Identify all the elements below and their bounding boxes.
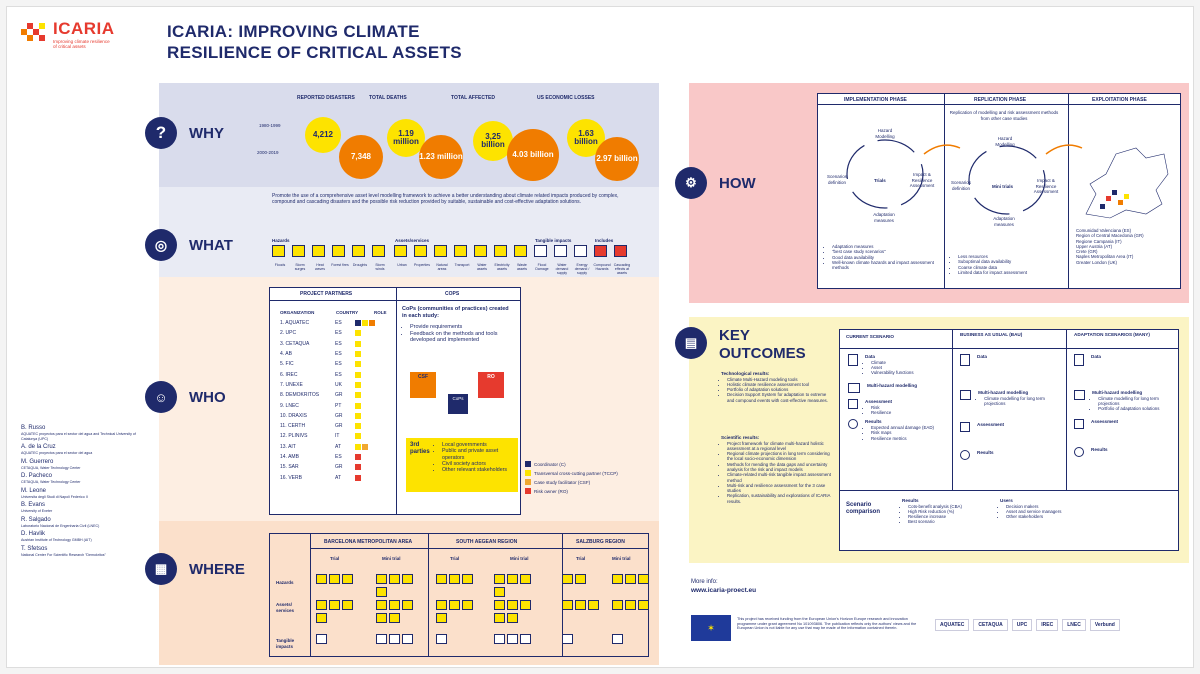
location-icon <box>449 600 460 610</box>
magnifier-icon <box>960 450 970 460</box>
partner-row: 15. SAR GR <box>280 462 394 472</box>
location-icon <box>316 634 327 644</box>
bar-chart-icon <box>848 383 860 393</box>
flood-icon: Floods <box>271 245 289 271</box>
cops-title: COPS <box>445 291 460 297</box>
location-icon <box>638 600 649 610</box>
cycle-arrows-2 <box>962 140 1052 220</box>
author-name: R. Salgado <box>21 516 51 523</box>
partner-row: 2. UPC ES <box>280 328 394 338</box>
author-entry <box>21 488 139 500</box>
partner-row: 12. PLINIVS IT <box>280 431 394 441</box>
third-parties-list: • Local governments • Public and private asset operators • Civil society actors • Other relevant stakeholders <box>442 442 518 473</box>
location-icon <box>575 574 586 584</box>
sci-results: Scientific results: • Project framework for climate multi-hazard holistic assessment at a regional level • Regional climate projections in long term considering the local socio-economic dimension • Methods for mending the data gaps and uncertainty analysis for the risk and impact models • Climate-related multi-risk tangible impact assessment method • Multi-risk and resilience assessment for the 3 case studies • Replication, sustainability and explorations of ICARIA results. <box>721 435 833 504</box>
comparison-results: Results • Cots-benefit analysis (CBA) • High Risk reduction (%) • Resilience increase • Best scenario <box>902 498 1002 525</box>
partner-list <box>280 318 394 483</box>
electricity-assets-icon: Electricity assets <box>493 245 511 271</box>
location-icon <box>562 634 573 644</box>
col-current: CURRENT SCENARIO <box>846 334 894 339</box>
adapt-column: Data Multi-hazard modelling • Climate modelling for long term projections • Portfolio of adaptation solutions Assessment Results <box>1074 354 1174 457</box>
how-diagram <box>817 93 1181 289</box>
author-affiliation: Laboratorio Nacional de Engenharia Civil (LNEC) <box>21 523 100 528</box>
author-name: B. Russo <box>21 425 46 431</box>
location-icon <box>638 574 649 584</box>
cycle-scen-1: Scenarios definition <box>826 174 847 185</box>
cops-items <box>410 324 516 344</box>
author-affiliation: CETAQUA, Water Technology Center <box>21 480 81 484</box>
current-column: Data • Climate • Asset • Vulnerability functions Multi-hazard modelling Assessment • Risk • Resilience Results • Expected annual damage (EAD) • Risk maps • Resilience metrics <box>848 354 948 441</box>
title-line-2: RESILIENCE OF CRITICAL ASSETS <box>167 43 462 62</box>
location-icon <box>376 634 387 644</box>
where-label: WHERE <box>189 561 245 578</box>
asset-icons <box>393 245 533 271</box>
affected-1980: 3,25 billion <box>473 121 513 161</box>
author-entry <box>21 425 139 441</box>
eu-disclaimer: This project has received funding from the European Union's Horizon Europe research and innovation programme under grant agreement No 101093806. The publication reflects only the authors' views and the European Union is not liable for any use that may be made of the information contained therein. <box>737 617 917 631</box>
how-label: HOW <box>719 175 756 192</box>
author-name: M. Guerrero <box>21 458 54 465</box>
replication-note: Replication of modelling and risk assessment methods from other case studies <box>949 110 1059 121</box>
legend-swatch <box>525 488 531 494</box>
col-adapt: ADAPTATION SCENARIOS (MANY) <box>1074 332 1150 337</box>
author-affiliation: CETAQUA, Water Technology Center <box>21 465 81 470</box>
what-group-impacts: Tangible impacts <box>535 238 572 243</box>
water-demand-icon: Water demand supply <box>553 245 571 275</box>
location-icon <box>389 574 400 584</box>
what-group-includes: Includes <box>595 238 614 243</box>
partner-row: 10. DRAXIS GR <box>280 411 394 421</box>
role-marker <box>355 392 361 398</box>
europe-map-icon <box>1076 134 1176 224</box>
col-country: COUNTRY <box>336 310 359 315</box>
row-assets: Assets/ services <box>276 602 295 613</box>
mini-trial-1: Mini trial <box>382 556 401 561</box>
location-icon <box>575 600 586 610</box>
partner-logos <box>935 619 1191 631</box>
author-affiliation: AQUATEC proyectos para el sector del agua and Technical University of Catalunya (UPC) <box>21 432 136 441</box>
phase-replication: REPLICATION PHASE <box>974 97 1027 103</box>
location-icon <box>494 574 505 584</box>
partner-logo: AQUATEC <box>935 619 969 631</box>
hazard-icons <box>271 245 391 271</box>
partner-logo: IREC <box>1036 619 1058 631</box>
deaths-2000: 1.23 million <box>419 135 463 179</box>
author-entry <box>21 531 139 543</box>
partner-logo: LNEC <box>1062 619 1086 631</box>
partner-row: 8. DEMOKRITOS GR <box>280 390 394 400</box>
col-role: ROLE <box>374 310 387 315</box>
location-icon <box>402 574 413 584</box>
cycle-hazard-1: Hazard Modelling <box>875 128 895 139</box>
role-marker <box>355 320 361 326</box>
drought-icon: Droughts <box>351 245 369 271</box>
cycle-adapt-2: Adaptation measures <box>993 216 1015 227</box>
location-icon <box>436 613 447 623</box>
region-salzburg: SALZBURG REGION <box>576 539 625 545</box>
location-icon <box>612 574 623 584</box>
impact-icons <box>533 245 633 275</box>
location-icon <box>389 613 400 623</box>
partner-logo: UPC <box>1012 619 1033 631</box>
check-icon <box>848 399 858 409</box>
role-marker <box>355 330 361 336</box>
storm-surge-icon: Storm surges <box>291 245 309 271</box>
question-icon: ? <box>145 117 177 149</box>
what-group-hazards: Hazards <box>272 238 290 243</box>
title-line-1: ICARIA: IMPROVING CLIMATE <box>167 22 420 41</box>
more-info-label: More info: <box>691 579 718 585</box>
magnifier-icon <box>848 419 858 429</box>
losses-2000: 2.97 billion <box>595 137 639 181</box>
location-icon <box>402 600 413 610</box>
disasters-2000: 7,348 <box>339 135 383 179</box>
role-legend <box>525 461 618 497</box>
location-icon <box>436 600 447 610</box>
author-entry <box>21 546 139 558</box>
role-marker <box>355 433 361 439</box>
author-name: T. Sfetsos <box>21 545 48 552</box>
location-icon <box>329 600 340 610</box>
cops-item: • Provide requirements <box>410 324 516 331</box>
role-marker <box>355 403 361 409</box>
why-header-affected: TOTAL AFFECTED <box>451 95 495 101</box>
role-marker <box>355 382 361 388</box>
exploitation-list: Comunidad Valenciana (ES) Region of Central Macedonia (GR) Regione Campania (IT) Upper Austria (AT) Crete (GR) Naples Metropolitan Area (IT) Greater London (UK) <box>1076 228 1144 265</box>
partner-row: 11. CERTH GR <box>280 421 394 431</box>
logo-tagline-1: Improving climate resilience <box>53 39 110 44</box>
data-doc-icon <box>1074 354 1084 366</box>
author-name: M. Leone <box>21 487 47 494</box>
author-name: A. de la Cruz <box>21 444 56 450</box>
natural-areas-icon: Natural areas <box>433 245 451 271</box>
phase-implementation: IMPLEMENTATION PHASE <box>844 97 907 103</box>
target-icon: ◎ <box>145 229 177 261</box>
location-icon <box>520 634 531 644</box>
role-marker <box>355 444 361 450</box>
icaria-logo <box>21 19 115 49</box>
disasters-1980: 4,212 <box>305 117 341 153</box>
cycle-adapt-1: Adaptation measures <box>873 212 895 223</box>
col-bau: BUSINESS AS USUAL (BAU) <box>960 332 1023 337</box>
scenario-comparison: Scenario comparison <box>846 502 881 515</box>
author-affiliation: Austrian Institute of Technology GMBH (AIT) <box>21 538 92 542</box>
what-group-assets: Assets/services <box>395 238 430 243</box>
third-parties-label: 3rd parties <box>410 442 430 455</box>
legend-swatch <box>525 461 531 467</box>
why-period-2: 2000-2019 <box>257 150 279 155</box>
partners-table <box>269 287 521 515</box>
location-icon <box>436 574 447 584</box>
mini-trial-2: Mini trial <box>510 556 529 561</box>
partner-row: 6. IREC ES <box>280 369 394 379</box>
forest-fire-icon: Forest fires <box>331 245 349 271</box>
role-marker <box>355 475 361 481</box>
location-icon <box>376 587 387 597</box>
location-icon <box>562 600 573 610</box>
location-icon <box>612 634 623 644</box>
heat-wave-icon: Heat waves <box>311 245 329 271</box>
cycle-hazard-2: Hazard Modelling <box>995 136 1015 147</box>
location-icon <box>376 600 387 610</box>
logo-mark-icon <box>21 19 49 47</box>
energy-demand-icon: Energy demand / supply <box>573 245 591 275</box>
role-marker <box>355 464 361 470</box>
location-icon <box>342 600 353 610</box>
legend-swatch <box>525 470 531 476</box>
where-table <box>269 533 649 657</box>
author-entry <box>21 473 139 485</box>
location-icon <box>436 634 447 644</box>
location-icon <box>625 574 636 584</box>
role-marker <box>362 320 368 326</box>
location-icon <box>507 600 518 610</box>
poster <box>6 6 1194 668</box>
location-icon <box>520 574 531 584</box>
legend-item: Risk owner (RO) <box>525 488 618 494</box>
author-entry <box>21 444 139 456</box>
location-icon <box>316 613 327 623</box>
author-affiliation: Universita degli Studi di Napoli Federico II <box>21 494 88 499</box>
what-label: WHAT <box>189 237 233 254</box>
trial-2: Trial <box>450 556 460 561</box>
bar-chart-icon <box>960 390 971 400</box>
location-icon <box>520 600 531 610</box>
region-barcelona: BARCELONA METROPOLITAN AREA <box>324 539 413 545</box>
author-affiliation: National Center For Scientific Research "Demokritos" <box>21 552 106 557</box>
phase-exploitation: EXPLOITATION PHASE <box>1092 97 1147 103</box>
location-icon <box>449 574 460 584</box>
trial-1: Trial <box>330 556 340 561</box>
role-marker <box>369 320 375 326</box>
magnifier-icon <box>1074 447 1084 457</box>
trials-label: Trials <box>874 178 886 183</box>
location-icon <box>389 634 400 644</box>
who-label: WHO <box>189 389 226 406</box>
author-entry <box>21 502 139 514</box>
document-icon: ▤ <box>675 327 707 359</box>
people-icon: ☺ <box>145 381 177 413</box>
location-icon <box>494 613 505 623</box>
location-icon <box>316 574 327 584</box>
author-entry <box>21 517 139 529</box>
role-marker <box>362 444 368 450</box>
cycle-impact-2: Impact & Resilience Assessment <box>1033 178 1059 194</box>
why-label: WHY <box>189 125 224 142</box>
location-icon <box>588 600 599 610</box>
role-marker <box>355 341 361 347</box>
bau-column: Data Multi-hazard modelling • Climate modelling for long term projections Assessment Results <box>960 354 1060 460</box>
waste-assets-icon: Waste assets <box>513 245 531 271</box>
cops-item: • Feedback on the methods and tools developed and implemented <box>410 331 516 344</box>
legend-swatch <box>525 479 531 485</box>
cycle-scen-2: Scenarios definition <box>950 180 971 191</box>
author-affiliation: University of Exeter <box>21 509 53 513</box>
outcomes-label-2: OUTCOMES <box>719 345 806 362</box>
properties-icon: Properties <box>413 245 431 271</box>
location-icon <box>462 574 473 584</box>
repl-bullets: • Less resources • Suboptimal data availability • Coarse climate data • Limited data for impact assessment <box>958 254 1066 275</box>
affected-2000: 4.03 billion <box>507 129 559 181</box>
partner-row: 16. VERB AT <box>280 472 394 482</box>
location-icon <box>389 600 400 610</box>
col-organization: ORGANIZATION <box>280 310 315 315</box>
location-icon <box>507 574 518 584</box>
cops-heading: CoPs (communities of practices) created in each study: <box>402 306 509 319</box>
location-icon <box>494 587 505 597</box>
mini-trials-label: Mini trials <box>992 184 1014 189</box>
why-period-1: 1980-1999 <box>259 123 281 128</box>
phase-arrow-1 <box>922 140 962 156</box>
row-hazards: Hazards <box>276 580 294 585</box>
location-icon <box>376 574 387 584</box>
impl-bullets: • Adaptation measures • "best case study scenarios" • Good data availability • Well-known climate hazards and impact assessment methods <box>832 244 940 270</box>
author-list <box>21 425 139 560</box>
role-marker <box>355 423 361 429</box>
map-icon: ▦ <box>145 553 177 585</box>
legend-item: Coordinator (C) <box>525 461 618 467</box>
partner-row: 14. AMB ES <box>280 452 394 462</box>
role-marker <box>355 372 361 378</box>
cascading-effects-icon: Cascading effects at assets <box>613 245 631 275</box>
storm-wind-icon: Storm winds <box>371 245 389 271</box>
role-marker <box>355 361 361 367</box>
deaths-1980: 1.19 million <box>387 119 425 157</box>
legend-item: Case study facilitator (CSF) <box>525 479 618 485</box>
cops-center: CoPs <box>448 394 468 414</box>
check-icon <box>960 422 970 432</box>
what-text: Promote the use of a comprehensive asset level modelling framework to achieve a better understanding about climate related impacts produced by complex, compound and cascading disasters and the possible risk reduction provided by suitable, sustainable and cost-effective adaptation solutions. <box>272 193 619 205</box>
partner-row: 7. UNEXE UK <box>280 380 394 390</box>
logo-name: ICARIA <box>53 19 115 38</box>
partner-logo: Verbund <box>1090 619 1120 631</box>
author-name: D. Pacheco <box>21 473 53 479</box>
check-icon <box>1074 419 1084 429</box>
location-icon <box>316 600 327 610</box>
legend-item: Transversal cross-cutting partner (TCCP) <box>525 470 618 476</box>
partner-row: 3. CETAQUA ES <box>280 339 394 349</box>
partner-row: 4. AB ES <box>280 349 394 359</box>
location-icon <box>329 574 340 584</box>
location-icon <box>562 574 573 584</box>
project-url[interactable]: www.icaria-proect.eu <box>691 587 757 594</box>
bar-chart-icon <box>1074 390 1085 400</box>
losses-1980: 1.63 billion <box>567 119 605 157</box>
location-icon <box>342 574 353 584</box>
outcomes-diagram <box>839 329 1179 551</box>
trial-3: Trial <box>576 556 586 561</box>
location-icon <box>402 634 413 644</box>
partner-row: 5. FIC ES <box>280 359 394 369</box>
mini-trial-3: Mini trial <box>612 556 631 561</box>
cycle-impact-1: Impact & Resilience Assessment <box>909 172 935 188</box>
csf-box: CSF <box>410 372 436 398</box>
author-affiliation: AQUATEC proyectos para el sector del agua <box>21 451 93 455</box>
location-icon <box>494 600 505 610</box>
why-header-disasters: REPORTED DISASTERS <box>297 95 355 101</box>
data-doc-icon <box>960 354 970 366</box>
location-icon <box>612 600 623 610</box>
flood-damage-icon: Flood Damage <box>533 245 551 275</box>
author-name: D. Havlik <box>21 531 46 537</box>
water-assets-icon: Water assets <box>473 245 491 271</box>
gear-person-icon: ⚙ <box>675 167 707 199</box>
partner-row: 9. LNEC PT <box>280 400 394 410</box>
location-icon <box>376 613 387 623</box>
poster-title <box>167 21 462 63</box>
location-icon <box>625 600 636 610</box>
transport-icon: Transport <box>453 245 471 271</box>
role-marker <box>355 413 361 419</box>
row-impacts: Tangible impacts <box>276 638 295 649</box>
location-icon <box>462 600 473 610</box>
location-icon <box>507 613 518 623</box>
eu-flag-icon: ✶ <box>691 615 731 641</box>
region-aegean: SOUTH AEGEAN REGION <box>456 539 518 545</box>
ro-box: RO <box>478 372 504 398</box>
why-header-losses: US ECONOMIC LOSSES <box>537 95 595 101</box>
partners-title: PROJECT PARTNERS <box>300 291 353 297</box>
compound-hazards-icon: Compound Hazards <box>593 245 611 275</box>
author-name: B. Evans <box>21 502 46 508</box>
why-header-deaths: TOTAL DEATHS <box>369 95 407 101</box>
logo-tagline-2: of critical assets <box>53 44 86 49</box>
author-entry <box>21 459 139 471</box>
location-icon <box>507 634 518 644</box>
cycle-arrows-1 <box>840 134 930 214</box>
tech-results: Technological results: • Climate Multi-Hazard modeling tools • Holistic climate resilience assessment tool • Portfolio of adaptation solutions • Decision Support System for adaptation to extreme and compound events with cost-effective measures. <box>721 371 833 403</box>
partner-logo: CETAQUA <box>973 619 1007 631</box>
partner-row: 13. AIT AT <box>280 442 394 452</box>
comparison-users: Users • Decision makers • Asset and service managers • Other stakeholders <box>1000 498 1110 519</box>
urban-icon: Urban <box>393 245 411 271</box>
role-marker <box>355 351 361 357</box>
data-doc-icon <box>848 354 858 366</box>
outcomes-label-1: KEY <box>719 327 750 344</box>
role-marker <box>355 454 361 460</box>
partner-row: 1. AQUATEC ES <box>280 318 394 328</box>
location-icon <box>494 634 505 644</box>
